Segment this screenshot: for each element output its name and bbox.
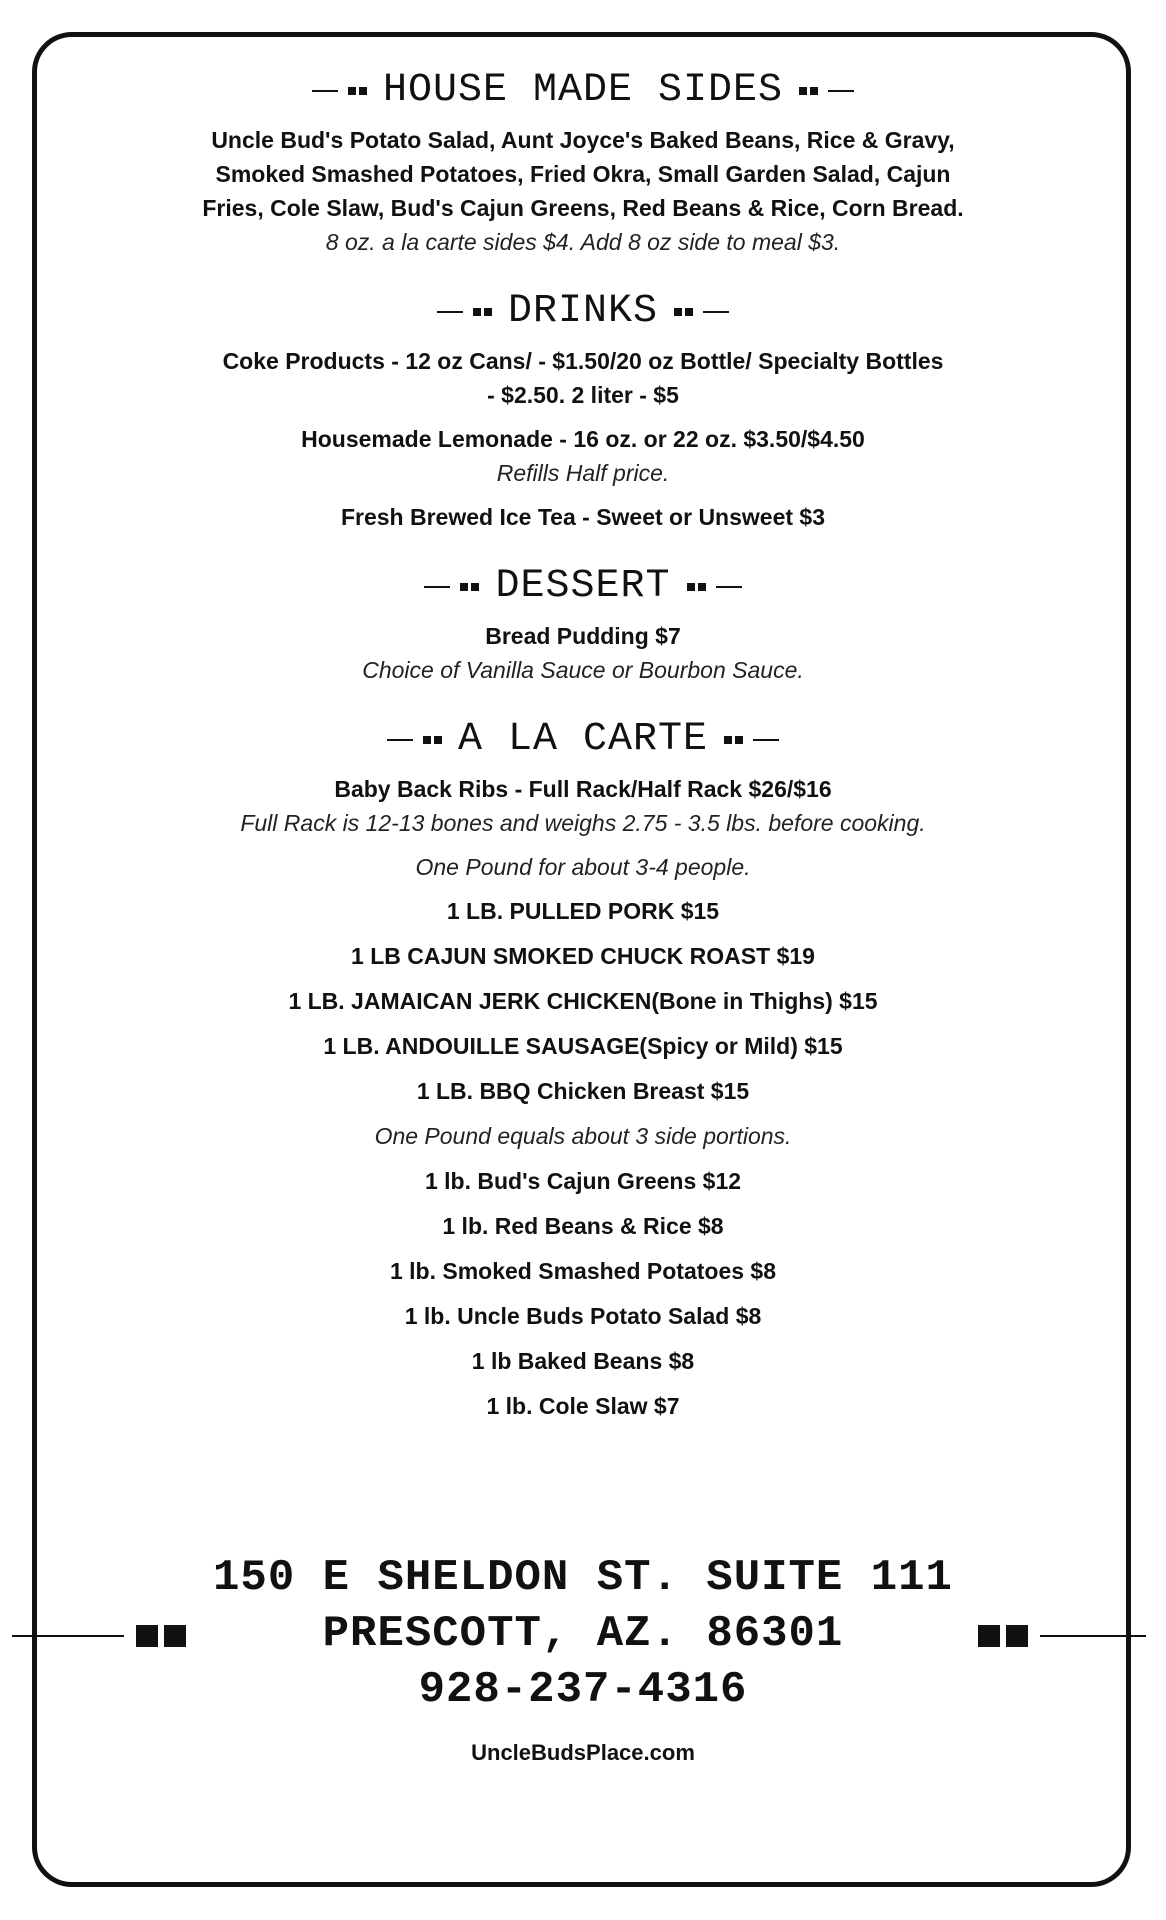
coke-products-line: Coke Products - 12 oz Cans/ - $1.50/20 oz Bottle/ Specialty Bottles bbox=[222, 348, 944, 374]
ribs-item: Baby Back Ribs - Full Rack/Half Rack $26/$16 bbox=[334, 776, 832, 802]
heading-squares bbox=[348, 87, 367, 95]
sides-note: 8 oz. a la carte sides $4. Add 8 oz side to meal $3. bbox=[325, 229, 841, 255]
a-la-carte-section bbox=[60, 717, 1106, 1423]
meat-item: 1 LB. JAMAICAN JERK CHICKEN(Bone in Thighs) $15 bbox=[288, 988, 878, 1014]
menu-content bbox=[60, 68, 1106, 1449]
coke-products-line: - $2.50. 2 liter - $5 bbox=[487, 382, 679, 408]
ribs-note: Full Rack is 12-13 bones and weighs 2.75 - 3.5 lbs. before cooking. bbox=[240, 810, 926, 836]
pound-note: One Pound for about 3-4 people. bbox=[415, 854, 751, 880]
side-item: 1 lb Baked Beans $8 bbox=[471, 1348, 695, 1374]
sides-list-line: Uncle Bud's Potato Salad, Aunt Joyce's Baked Beans, Rice & Gravy, bbox=[211, 127, 955, 153]
side-portion-note: One Pound equals about 3 side portions. bbox=[374, 1123, 792, 1149]
lemonade-item: Housemade Lemonade - 16 oz. or 22 oz. $3.50/$4.50 bbox=[301, 426, 865, 452]
side-item: 1 lb. Smoked Smashed Potatoes $8 bbox=[389, 1258, 777, 1284]
side-item: 1 lb. Red Beans & Rice $8 bbox=[442, 1213, 724, 1239]
ice-tea-item: Fresh Brewed Ice Tea - Sweet or Unsweet $3 bbox=[340, 504, 826, 530]
heading-squares bbox=[724, 736, 743, 744]
lemonade-note: Refills Half price. bbox=[496, 460, 670, 486]
drinks-heading bbox=[60, 289, 1106, 334]
sides-section bbox=[60, 68, 1106, 259]
sides-list-line: Smoked Smashed Potatoes, Fried Okra, Small Garden Salad, Cajun bbox=[215, 161, 951, 187]
heading-squares bbox=[799, 87, 818, 95]
heading-rule bbox=[387, 739, 413, 741]
sides-title: HOUSE MADE SIDES bbox=[382, 68, 784, 113]
address-line: 150 E SHELDON ST. SUITE 111 bbox=[213, 1553, 953, 1603]
heading-squares bbox=[423, 736, 442, 744]
sides-list-line: Fries, Cole Slaw, Bud's Cajun Greens, Red Beans & Rice, Corn Bread. bbox=[202, 195, 964, 221]
heading-squares bbox=[674, 308, 693, 316]
footer bbox=[60, 1550, 1106, 1766]
a-la-carte-title: A LA CARTE bbox=[457, 717, 709, 762]
dessert-note: Choice of Vanilla Sauce or Bourbon Sauce. bbox=[362, 657, 804, 683]
meat-item: 1 LB. BBQ Chicken Breast $15 bbox=[416, 1078, 750, 1104]
dessert-section bbox=[60, 564, 1106, 687]
heading-rule bbox=[424, 586, 450, 588]
heading-rule bbox=[753, 739, 779, 741]
heading-squares bbox=[687, 583, 706, 591]
heading-rule bbox=[716, 586, 742, 588]
side-item: 1 lb. Uncle Buds Potato Salad $8 bbox=[404, 1303, 762, 1329]
heading-squares bbox=[460, 583, 479, 591]
sides-heading bbox=[60, 68, 1106, 113]
heading-rule bbox=[437, 311, 463, 313]
meat-item: 1 LB. ANDOUILLE SAUSAGE(Spicy or Mild) $15 bbox=[323, 1033, 843, 1059]
drinks-section bbox=[60, 289, 1106, 534]
side-item: 1 lb. Bud's Cajun Greens $12 bbox=[424, 1168, 742, 1194]
dessert-heading bbox=[60, 564, 1106, 609]
website-link[interactable]: UncleBudsPlace.com bbox=[471, 1740, 695, 1765]
side-item: 1 lb. Cole Slaw $7 bbox=[486, 1393, 680, 1419]
phone-number: 928-237-4316 bbox=[418, 1665, 748, 1715]
a-la-carte-heading bbox=[60, 717, 1106, 762]
bread-pudding-item: Bread Pudding $7 bbox=[485, 623, 681, 649]
heading-rule bbox=[828, 90, 854, 92]
heading-squares bbox=[473, 308, 492, 316]
heading-rule bbox=[703, 311, 729, 313]
meat-item: 1 LB CAJUN SMOKED CHUCK ROAST $19 bbox=[351, 943, 815, 969]
dessert-title: DESSERT bbox=[495, 564, 671, 609]
meat-item: 1 LB. PULLED PORK $15 bbox=[446, 898, 720, 924]
heading-rule bbox=[312, 90, 338, 92]
address-line: PRESCOTT, AZ. 86301 bbox=[322, 1609, 844, 1659]
drinks-title: DRINKS bbox=[507, 289, 659, 334]
